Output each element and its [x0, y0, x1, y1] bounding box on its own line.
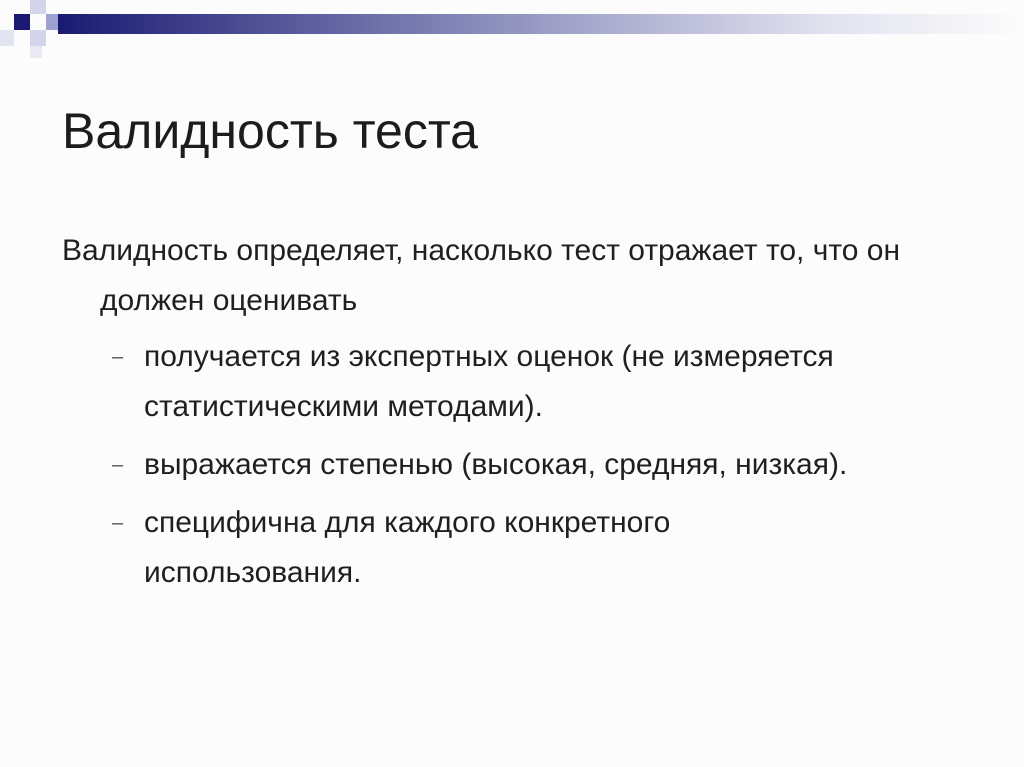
lead-paragraph: Валидность определяет, насколько тест отражает то, что он должен оценивать [62, 234, 901, 317]
header-gradient-bar [58, 14, 1024, 34]
sub-bullet [62, 332, 884, 432]
bullet-dash-icon: – [112, 346, 124, 368]
decor-square-dark [14, 14, 30, 30]
sub-bullet [62, 440, 884, 490]
sub-bullet-text: получается из экспертных оценок (не измеряется статистическими методами). [144, 340, 834, 423]
decor-square-light [30, 30, 46, 46]
decor-square-light [30, 0, 46, 14]
bullet-dash-icon: – [112, 512, 124, 534]
header-decoration [0, 0, 1024, 64]
decor-square-light [0, 30, 14, 46]
decor-square-mid [46, 14, 58, 30]
sub-bullet-text: специфична для каждого конкретного использования. [144, 506, 671, 589]
slide-title: Валидность теста [62, 103, 478, 159]
sub-bullet-text: выражается степенью (высокая, средняя, низкая). [144, 448, 848, 481]
slide-body [62, 226, 962, 606]
sub-bullet [62, 498, 884, 598]
decor-square-light [30, 46, 42, 58]
bullet-dash-icon: – [112, 454, 124, 476]
